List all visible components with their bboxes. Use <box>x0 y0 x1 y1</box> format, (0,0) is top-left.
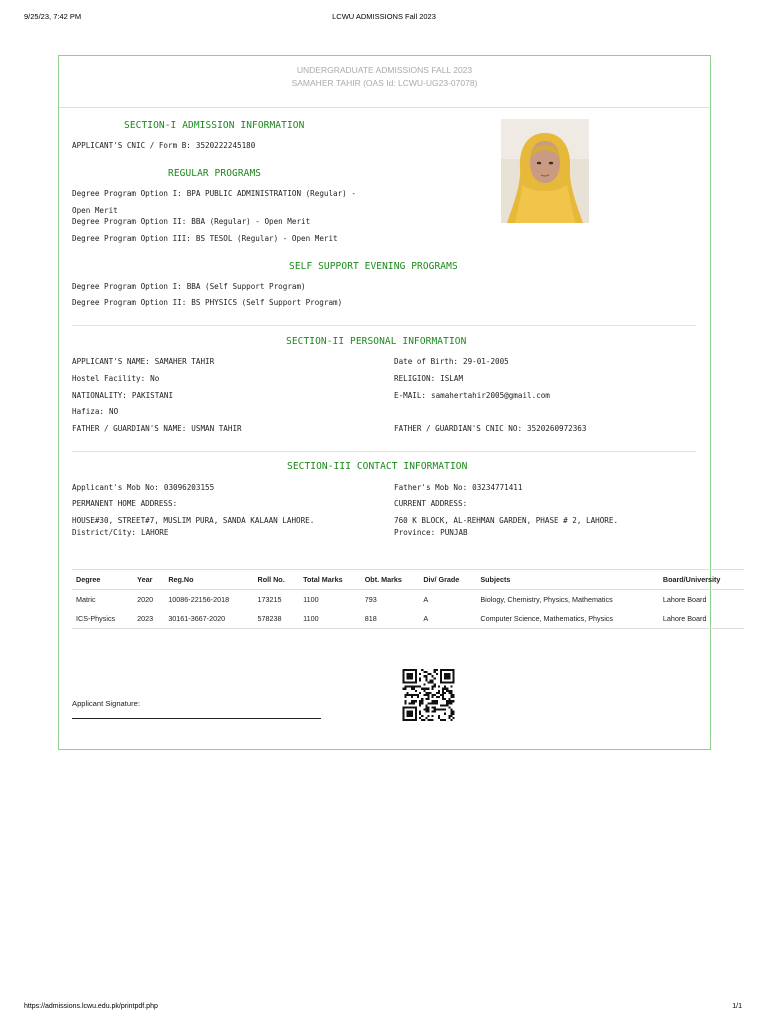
district-row <box>72 527 168 538</box>
field-value: 3520260972363 <box>527 424 587 433</box>
field-label: Hafiza: <box>72 407 105 416</box>
father-cnic-row <box>394 423 586 434</box>
field-label: Father's Mob No: <box>394 483 468 492</box>
option-label: Degree Program Option II: <box>72 217 187 226</box>
current-address-label: CURRENT ADDRESS: <box>394 499 468 508</box>
field-value: SAMAHER TAHIR <box>154 357 215 366</box>
col-grade: Div/ Grade <box>419 570 476 590</box>
field-label: District/City: <box>72 528 137 537</box>
regular-option-1 <box>72 188 356 199</box>
section-1-title: SECTION-I ADMISSION INFORMATION <box>124 120 305 131</box>
cell-obt-marks: 793 <box>364 595 377 604</box>
print-url: https://admissions.lcwu.edu.pk/printpdf.php <box>24 1003 158 1010</box>
cnic-value: 3520222245180 <box>195 141 256 150</box>
option-label: Degree Program Option I: <box>72 189 182 198</box>
section-3-title: SECTION-III CONTACT INFORMATION <box>287 461 468 472</box>
evening-option-1 <box>72 281 306 292</box>
col-year: Year <box>133 570 164 590</box>
field-value: ISLAM <box>440 374 464 383</box>
cell-subjects: Computer Science, Mathematics, Physics <box>476 609 659 629</box>
regular-option-1-cont: Open Merit <box>72 206 118 215</box>
col-reg-no: Reg.No <box>164 570 253 590</box>
field-value: No <box>150 374 160 383</box>
option-value: BS TESOL (Regular) - Open Merit <box>195 234 338 243</box>
cell-board: Lahore Board <box>659 609 744 629</box>
field-label: Hostel Facility: <box>72 374 146 383</box>
divider <box>72 451 696 452</box>
option-label: Degree Program Option II: <box>72 298 187 307</box>
table-header-row <box>72 570 744 590</box>
col-board: Board/University <box>659 570 744 590</box>
option-value: BBA (Self Support Program) <box>186 282 306 291</box>
section-2-title: SECTION-II PERSONAL INFORMATION <box>286 336 467 347</box>
table-row <box>72 609 744 629</box>
hafiza-row <box>72 406 118 417</box>
religion-row <box>394 373 463 384</box>
qr-code <box>401 669 456 721</box>
cell-degree: ICS-Physics <box>72 609 133 629</box>
applicant-photo <box>501 119 589 223</box>
print-page-title: LCWU ADMISSIONS Fall 2023 <box>332 12 436 21</box>
option-label: Degree Program Option III: <box>72 234 191 243</box>
field-value: 03234771411 <box>472 483 523 492</box>
nationality-row <box>72 390 173 401</box>
field-label: E-MAIL: <box>394 391 427 400</box>
cell-reg-no: 30161-3667-2020 <box>164 609 253 629</box>
cell-grade: A <box>423 595 429 604</box>
field-value: samahertahir2005@gmail.com <box>431 391 550 400</box>
col-obt-marks: Obt. Marks <box>361 570 420 590</box>
form-title: UNDERGRADUATE ADMISSIONS FALL 2023 <box>296 65 473 75</box>
field-label: Date of Birth: <box>394 357 459 366</box>
regular-option-3 <box>72 233 338 244</box>
field-value: LAHORE <box>141 528 169 537</box>
divider <box>72 325 696 326</box>
field-value: USMAN TAHIR <box>191 424 242 433</box>
col-subjects: Subjects <box>476 570 659 590</box>
table-row <box>72 590 744 610</box>
signature-line <box>72 718 321 719</box>
education-table <box>72 569 744 629</box>
form-subtitle: SAMAHER TAHIR (OAS Id: LCWU-UG23-07078) <box>291 78 478 88</box>
province-row <box>394 527 468 538</box>
field-value: NO <box>109 407 119 416</box>
cell-year: 2020 <box>137 595 154 604</box>
option-value: BPA PUBLIC ADMINISTRATION (Regular) - <box>186 189 356 198</box>
field-label: Applicant's Mob No: <box>72 483 159 492</box>
field-label: RELIGION: <box>394 374 436 383</box>
father-name-row <box>72 423 242 434</box>
cnic-label: APPLICANT'S CNIC / Form B: <box>72 141 191 150</box>
cell-board: Lahore Board <box>662 595 707 604</box>
field-value: PUNJAB <box>440 528 468 537</box>
cell-grade: A <box>419 609 476 629</box>
admission-form-frame <box>58 55 711 750</box>
col-roll-no: Roll No. <box>254 570 300 590</box>
dob-row <box>394 356 509 367</box>
field-label: APPLICANT'S NAME: <box>72 357 150 366</box>
col-total-marks: Total Marks <box>299 570 361 590</box>
applicant-name-row <box>72 356 214 367</box>
signature-label: Applicant Signature: <box>72 699 140 708</box>
cell-total-marks: 1100 <box>303 595 319 604</box>
form-header <box>59 56 710 108</box>
cell-roll-no: 173215 <box>257 595 282 604</box>
cnic-row <box>72 140 255 151</box>
evening-option-2 <box>72 297 342 308</box>
field-value: PAKISTANI <box>131 391 174 400</box>
mobile-row <box>72 482 214 493</box>
cell-reg-no: 10086-22156-2018 <box>168 595 230 604</box>
cell-degree: Matric <box>76 595 96 604</box>
cell-year: 2023 <box>133 609 164 629</box>
permanent-address-label: PERMANENT HOME ADDRESS: <box>72 499 178 508</box>
print-header <box>0 12 768 26</box>
field-label: FATHER / GUARDIAN'S CNIC NO: <box>394 424 523 433</box>
option-value: BS PHYSICS (Self Support Program) <box>191 298 343 307</box>
print-page-count: 1/1 <box>732 1003 742 1010</box>
regular-option-2 <box>72 216 310 227</box>
field-label: Province: <box>394 528 436 537</box>
cell-obt-marks: 818 <box>361 609 420 629</box>
cell-subjects: Biology, Chemistry, Physics, Mathematics <box>480 595 613 604</box>
regular-programs-title: REGULAR PROGRAMS <box>168 168 262 179</box>
email-row <box>394 390 550 401</box>
field-label: FATHER / GUARDIAN'S NAME: <box>72 424 187 433</box>
evening-programs-title: SELF SUPPORT EVENING PROGRAMS <box>289 261 458 272</box>
col-degree: Degree <box>72 570 133 590</box>
permanent-address: HOUSE#30, STREET#7, MUSLIM PURA, SANDA KALAAN LAHORE. <box>72 516 315 525</box>
father-mobile-row <box>394 482 522 493</box>
hostel-row <box>72 373 159 384</box>
option-label: Degree Program Option I: <box>72 282 182 291</box>
cell-total-marks: 1100 <box>299 609 361 629</box>
field-value: 29-01-2005 <box>463 357 509 366</box>
print-datetime: 9/25/23, 7:42 PM <box>24 12 82 21</box>
field-value: 03096203155 <box>163 483 215 492</box>
cell-roll-no: 578238 <box>254 609 300 629</box>
option-value: BBA (Regular) - Open Merit <box>191 217 311 226</box>
field-label: NATIONALITY: <box>72 391 127 400</box>
current-address: 760 K BLOCK, AL-REHMAN GARDEN, PHASE # 2, LAHORE. <box>394 516 619 525</box>
